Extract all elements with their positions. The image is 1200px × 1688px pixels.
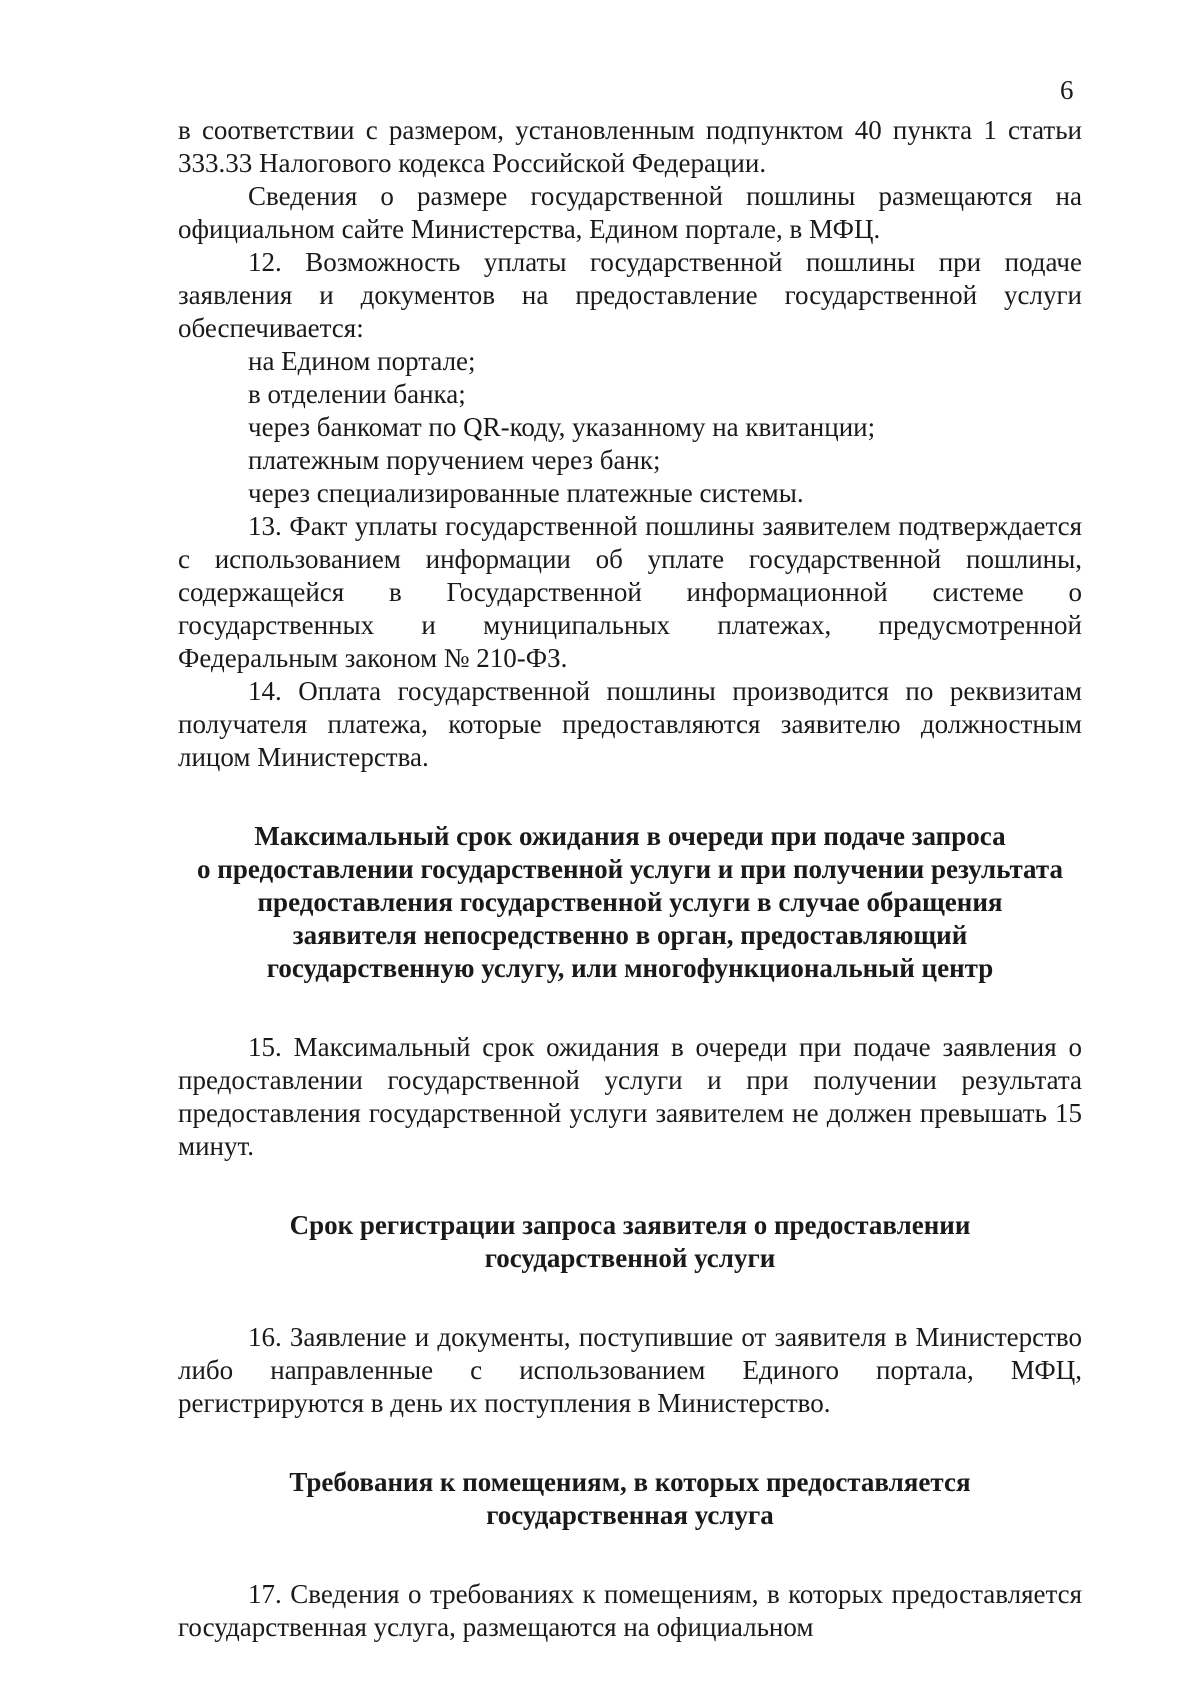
section-heading-registration xyxy=(178,1209,1082,1275)
heading-line: государственной услуги xyxy=(484,1243,776,1273)
list-item: платежным поручением через банк; xyxy=(248,445,661,475)
section-heading-premises xyxy=(178,1466,1082,1532)
paragraph-15: 15. Максимальный срок ожидания в очереди при подаче заявления о предоставлении государственной услуги и при получении результата предоставления государственной услуги заявителем не должен превышать 15 минут. xyxy=(178,1032,1082,1161)
paragraph-fee-size-ref: в соответствии с размером, установленным подпунктом 40 пункта 1 статьи 333.33 Налогового кодекса Российской Федерации. xyxy=(178,115,1082,178)
heading-line: Требования к помещениям, в которых предоставляется xyxy=(289,1467,971,1497)
heading-line: государственную услугу, или многофункциональный центр xyxy=(266,953,994,983)
heading-line: заявителя непосредственно в орган, предоставляющий xyxy=(292,920,968,950)
paragraph-12: 12. Возможность уплаты государственной пошлины при подаче заявления и документов на предоставление государственной услуги обеспечивается: xyxy=(178,247,1082,343)
list-item: на Едином портале; xyxy=(248,346,476,376)
heading-line: предоставления государственной услуги в случае обращения xyxy=(257,887,1003,917)
payment-methods-list xyxy=(178,345,1082,510)
section-heading-queue-time xyxy=(178,820,1082,985)
document-body xyxy=(178,114,1082,1644)
heading-line: о предоставлении государственной услуги и при получении результата xyxy=(197,854,1063,884)
paragraph-16: 16. Заявление и документы, поступившие от заявителя в Министерство либо направленные с использованием Единого портала, МФЦ, регистрируются в день их поступления в Министерство. xyxy=(178,1322,1082,1418)
list-item: через банкомат по QR-коду, указанному на квитанции; xyxy=(248,412,876,442)
paragraph-14: 14. Оплата государственной пошлины производится по реквизитам получателя платежа, которые предоставляются заявителю должностным лицом Министерства. xyxy=(178,676,1082,772)
paragraph-fee-info: Сведения о размере государственной пошлины размещаются на официальном сайте Министерства, Едином портале, в МФЦ. xyxy=(178,181,1082,244)
paragraph-17: 17. Сведения о требованиях к помещениям, в которых предоставляется государственная услуга, размещаются на официальном xyxy=(178,1579,1082,1642)
page-number: 6 xyxy=(1060,75,1074,105)
list-item: через специализированные платежные системы. xyxy=(248,478,804,508)
list-item: в отделении банка; xyxy=(248,379,466,409)
heading-line: Максимальный срок ожидания в очереди при подаче запроса xyxy=(254,821,1006,851)
heading-line: государственная услуга xyxy=(486,1500,774,1530)
paragraph-13: 13. Факт уплаты государственной пошлины заявителем подтверждается с использованием информации об уплате государственной пошлины, содержащейся в Государственной информационной системе о государственных и муниципальных платежах, предусмотренной Федеральным законом № 210-ФЗ. xyxy=(178,511,1082,673)
heading-line: Срок регистрации запроса заявителя о предоставлении xyxy=(289,1210,971,1240)
